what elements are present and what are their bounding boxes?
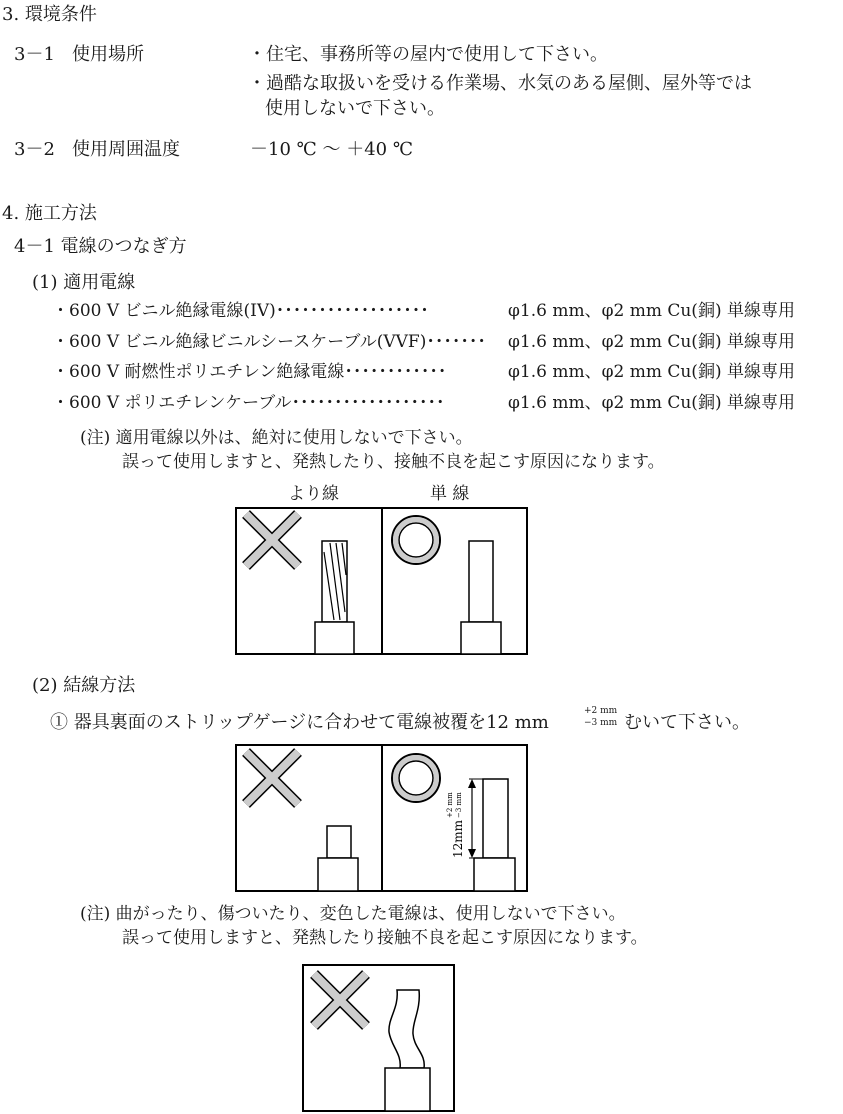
- s31-bullet-2b: 使用しないで下さい。: [265, 98, 445, 119]
- solid-wire-icon: [461, 541, 501, 654]
- wire-spec-1: φ1.6 mm、φ2 mm Cu(銅) 単線専用: [508, 301, 795, 321]
- fig1-label-solid: 単 線: [430, 484, 470, 504]
- p2-title: (2) 結線方法: [32, 675, 136, 696]
- p1-title: (1) 適用電線: [32, 272, 136, 293]
- note-2-line-1: (注) 曲がったり、傷ついたり、変色した電線は、使用しないで下さい。: [80, 904, 626, 924]
- s32-label: 使用周囲温度: [72, 139, 180, 160]
- wire-name-3: ・600 V 耐燃性ポリエチレン絶縁電線････････････: [52, 362, 447, 382]
- dim-main-text: 12mm: [451, 819, 465, 858]
- dim-minus-text: −3 mm: [455, 792, 463, 818]
- note-1-line-2: 誤って使用しますと、発熱したり、接触不良を起こす原因になります。: [122, 452, 665, 472]
- short-strip-wire-icon: [318, 826, 358, 891]
- note-1-line-1: (注) 適用電線以外は、絶対に使用しないで下さい。: [80, 428, 473, 448]
- fig1-label-stranded: より線: [288, 484, 339, 504]
- cross-mark-icon: [246, 752, 298, 804]
- cross-mark-icon: [243, 514, 298, 572]
- wire-spec-3: φ1.6 mm、φ2 mm Cu(銅) 単線専用: [508, 362, 795, 382]
- s41-title: 4－1 電線のつなぎ方: [14, 236, 187, 257]
- s31-label: 使用場所: [72, 44, 144, 65]
- section-4-heading: 4. 施工方法: [2, 203, 97, 224]
- s31-bullet-2a: ・過酷な取扱いを受ける作業場、水気のある屋側、屋外等では: [248, 73, 752, 94]
- step-1-text-a: ① 器具裏面のストリップゲージに合わせて電線被覆を12 mm: [50, 712, 549, 733]
- s31-bullet-1: ・住宅、事務所等の屋内で使用して下さい。: [248, 44, 608, 65]
- circle-ok-icon: [392, 516, 440, 564]
- wire-name-1: ・600 V ビニル絶縁電線(IV)･･････････････････: [52, 301, 429, 321]
- stranded-wire-icon: [315, 541, 354, 654]
- step-1-tol-plus: +2 mm: [584, 706, 618, 716]
- s31-number: 3－1: [14, 44, 55, 65]
- wire-spec-2: φ1.6 mm、φ2 mm Cu(銅) 単線専用: [508, 332, 795, 352]
- dimension-arrow: [468, 779, 483, 858]
- dim-plus-text: +2 mm: [446, 792, 454, 818]
- step-1-tol-minus: −3 mm: [584, 718, 618, 728]
- step-1-text-b: むいて下さい。: [624, 712, 750, 733]
- correct-strip-wire-icon: [474, 779, 515, 891]
- s32-value: －10 ℃ ～ ＋40 ℃: [250, 139, 413, 160]
- cross-mark-icon: [314, 974, 366, 1026]
- circle-ok-icon: [392, 754, 440, 802]
- section-3-heading: 3. 環境条件: [2, 4, 97, 25]
- dimension-label: [446, 792, 465, 858]
- bent-wire-icon: [385, 990, 430, 1111]
- note-2-line-2: 誤って使用しますと、発熱したり接触不良を起こす原因になります。: [122, 928, 648, 948]
- wire-spec-4: φ1.6 mm、φ2 mm Cu(銅) 単線専用: [508, 393, 795, 413]
- wire-name-4: ・600 V ポリエチレンケーブル･･････････････････: [52, 393, 445, 413]
- wire-name-2: ・600 V ビニル絶縁ビニルシースケーブル(VVF)･･･････: [52, 332, 486, 352]
- s32-number: 3－2: [14, 139, 55, 160]
